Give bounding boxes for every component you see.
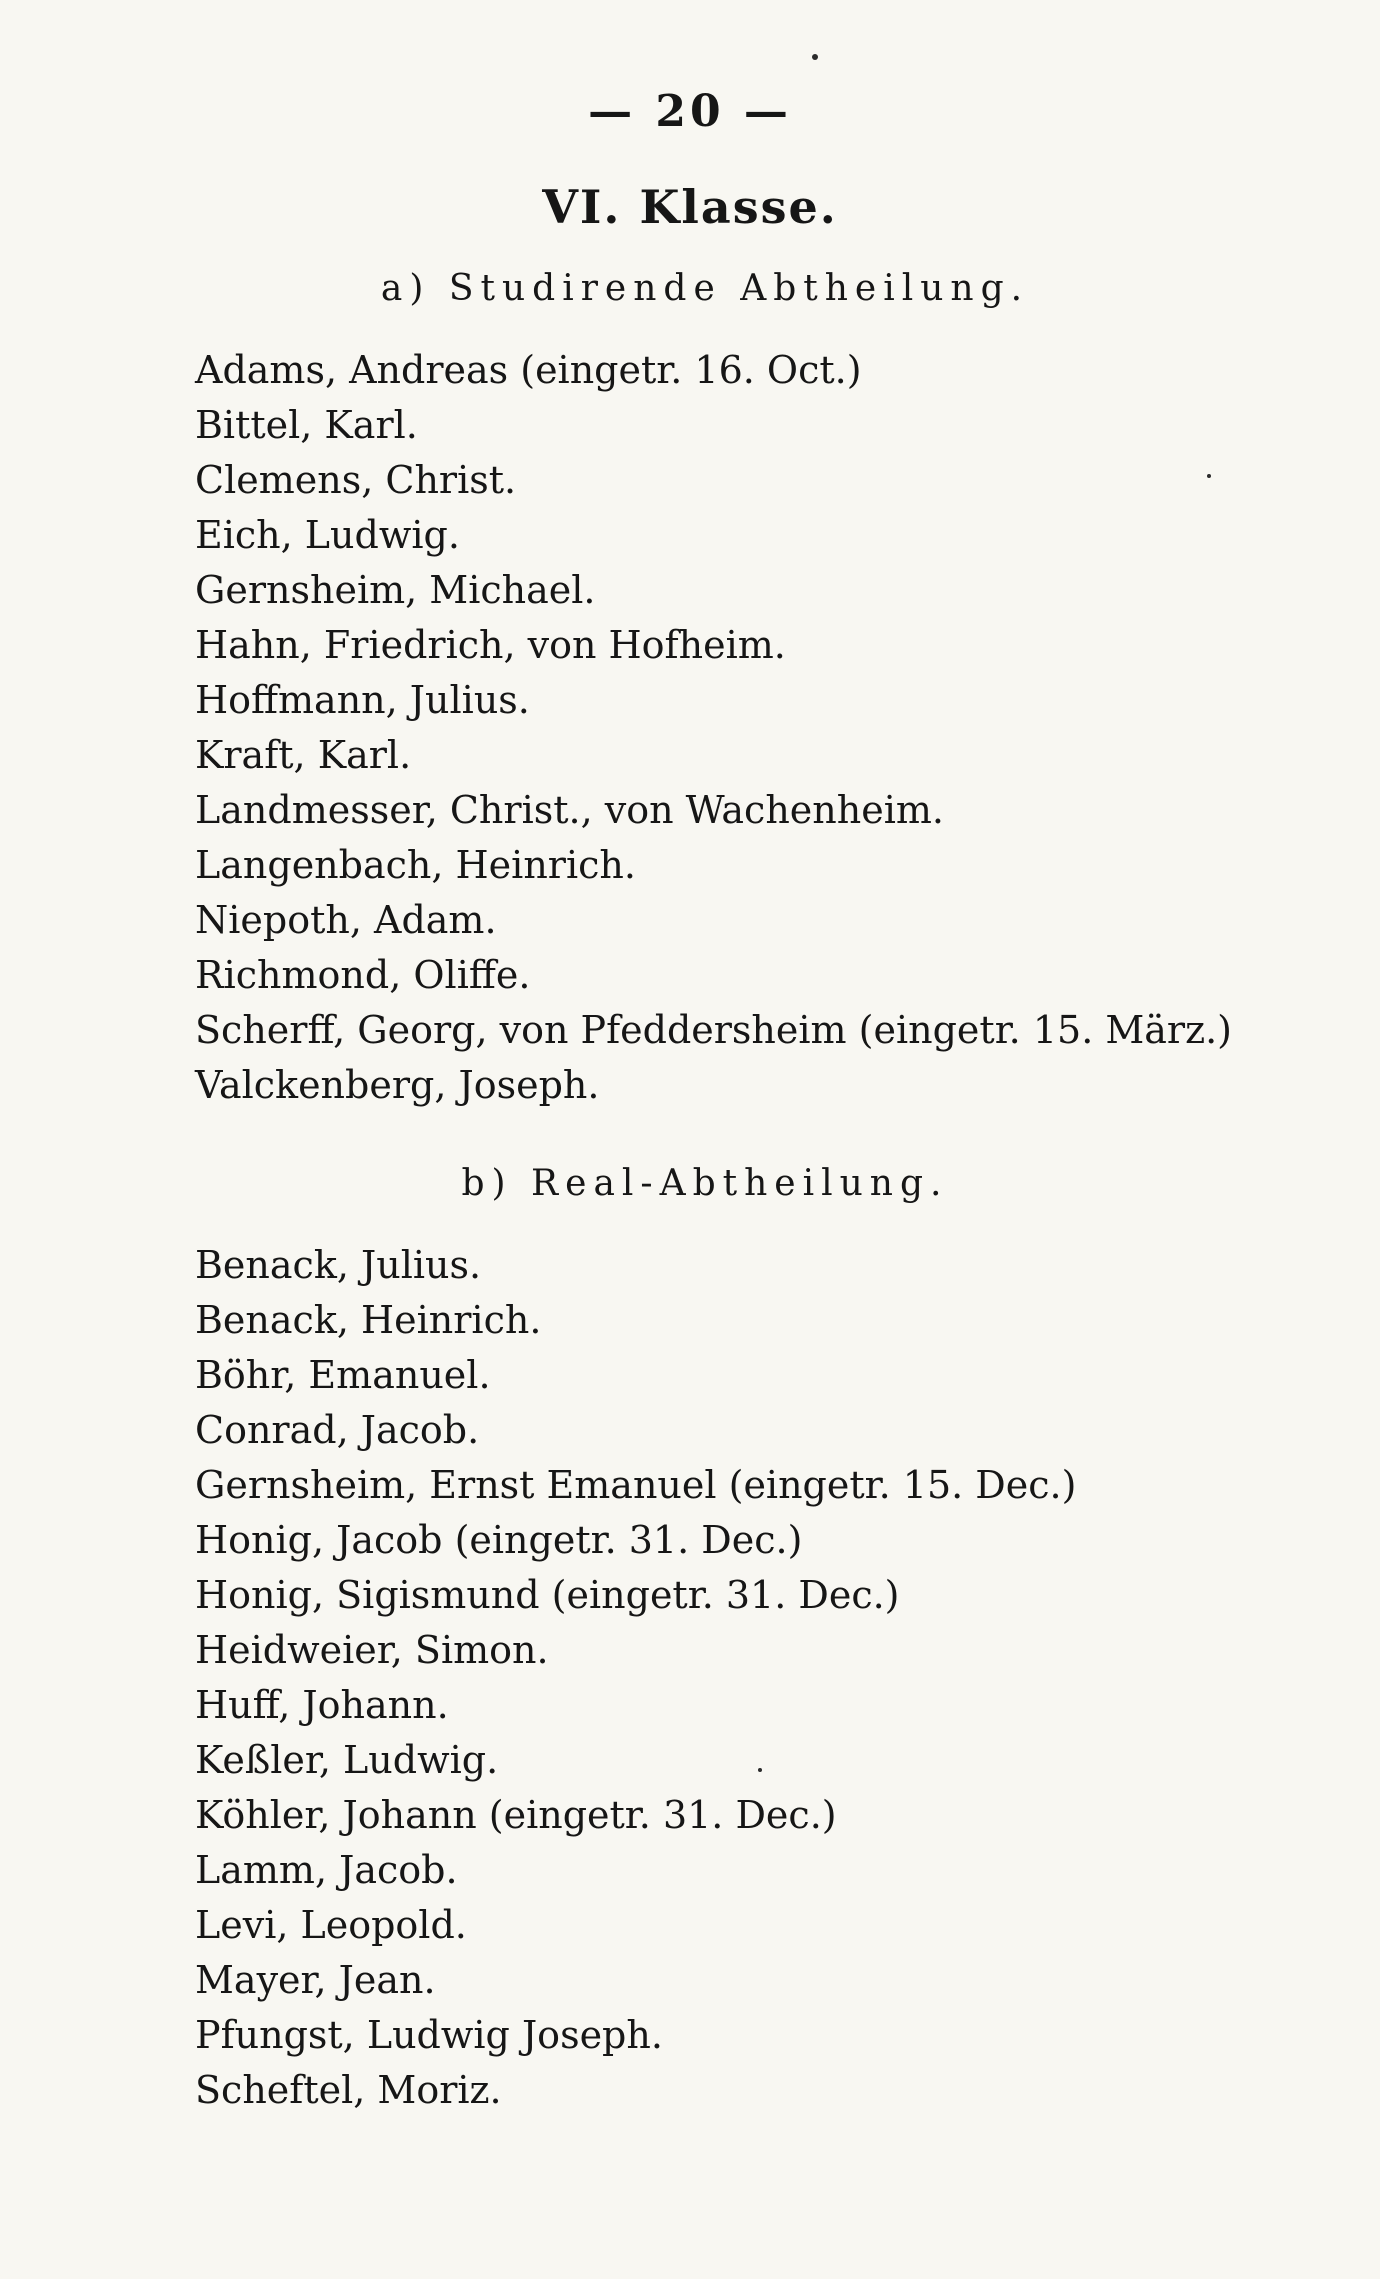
section-heading-studirende: a) Studirende Abtheilung. [380, 268, 1030, 309]
student-list-real [195, 1238, 1315, 2118]
ink-speck [812, 54, 818, 60]
student-entry: Gernsheim, Michael. [195, 568, 596, 612]
student-entry: Richmond, Oliffe. [195, 953, 531, 997]
student-entry: Benack, Heinrich. [195, 1298, 542, 1342]
student-entry: Lamm, Jacob. [195, 1848, 458, 1892]
student-entry: Bittel, Karl. [195, 403, 418, 447]
student-entry: Pfungst, Ludwig Joseph. [195, 2013, 663, 2057]
student-entry: Huff, Johann. [195, 1683, 449, 1727]
student-entry: Langenbach, Heinrich. [195, 843, 636, 887]
student-entry: Levi, Leopold. [195, 1903, 467, 1947]
page-number: — 20 — [588, 86, 792, 137]
student-entry: Adams, Andreas (eingetr. 16. Oct.) [195, 348, 862, 392]
student-entry: Landmesser, Christ., von Wachenheim. [195, 788, 944, 832]
student-entry: Heidweier, Simon. [195, 1628, 549, 1672]
student-entry: Niepoth, Adam. [195, 898, 497, 942]
student-entry: Scheftel, Moriz. [195, 2068, 502, 2112]
class-title: VI. Klasse. [542, 180, 838, 234]
student-entry: Gernsheim, Ernst Emanuel (eingetr. 15. Dec.) [195, 1463, 1077, 1507]
student-entry: Valckenberg, Joseph. [195, 1063, 600, 1107]
student-entry: Honig, Jacob (eingetr. 31. Dec.) [195, 1518, 803, 1562]
student-entry: Honig, Sigismund (eingetr. 31. Dec.) [195, 1573, 900, 1617]
student-entry: Böhr, Emanuel. [195, 1353, 491, 1397]
student-entry: Hahn, Friedrich, von Hofheim. [195, 623, 786, 667]
student-entry: Eich, Ludwig. [195, 513, 460, 557]
student-entry: Conrad, Jacob. [195, 1408, 480, 1452]
student-entry: Hoffmann, Julius. [195, 678, 530, 722]
student-entry: Köhler, Johann (eingetr. 31. Dec.) [195, 1793, 837, 1837]
student-entry: Benack, Julius. [195, 1243, 482, 1287]
student-list-studirende [195, 343, 1315, 1113]
student-entry: Clemens, Christ. [195, 458, 517, 502]
section-heading-real: b) Real-Abtheilung. [461, 1163, 949, 1204]
student-entry: Mayer, Jean. [195, 1958, 436, 2002]
student-entry: Kraft, Karl. [195, 733, 412, 777]
student-entry: Scherff, Georg, von Pfeddersheim (eingetr. 15. März.) [195, 1008, 1233, 1052]
student-entry: Keßler, Ludwig. [195, 1738, 499, 1782]
